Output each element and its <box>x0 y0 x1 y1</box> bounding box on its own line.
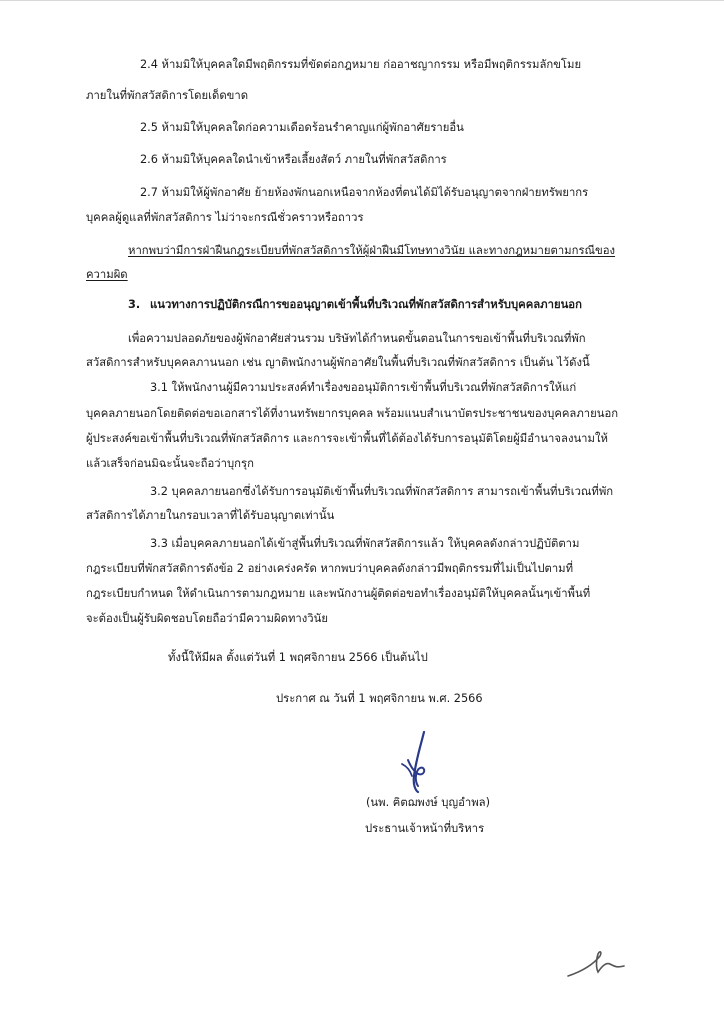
rule-2-4-line2: ภายในที่พักสวัสดิการโดยเด็ดขาด <box>86 89 249 102</box>
rule-2-7-line2: บุคคลผู้ดูแลที่พักสวัสดิการ ไม่ว่าจะกรณีชั่วคราวหรือถาวร <box>86 211 364 224</box>
top-border <box>0 0 724 1</box>
rule-3-1-line4: แล้วเสร็จก่อนมิฉะนั้นจะถือว่าบุกรุก <box>86 457 254 470</box>
signature-mark <box>394 730 440 798</box>
rule-3-1-line1: 3.1 ให้พนักงานผู้มีความประสงค์ทำเรื่องขออนุมัติการเข้าพื้นที่บริเวณที่พักสวัสดิการให้แก่ <box>150 381 577 394</box>
rule-3-1-line3: ผู้ประสงค์ขอเข้าพื้นที่บริเวณที่พักสวัสดิการ และการจะเข้าพื้นที่ได้ต้องได้รับการอนุมัติโดยผู้มีอำนาจลงนามให้ <box>86 432 608 445</box>
rule-2-7-line1: 2.7 ห้ามมิให้ผู้พักอาศัย ย้ายห้องพักนอกเหนือจากห้องที่ตนได้มิได้รับอนุญาตจากฝ่ายทรัพยากร <box>140 186 589 199</box>
section-3-intro-line2: สวัสดิการสำหรับบุคคลภานนอก เช่น ญาติพนักงานผู้พักอาศัยในพื้นที่บริเวณที่พักสวัสดิการ เป็นต้น ไว้ดังนี้ <box>86 356 590 369</box>
signatory-title: ประธานเจ้าหน้าที่บริหาร <box>365 822 485 835</box>
rule-3-2-line2: สวัสดิการได้ภายในกรอบเวลาที่ได้รับอนุญาตเท่านั้น <box>86 509 335 522</box>
section-3-intro-line1: เพื่อความปลอดภัยของผู้พักอาศัยส่วนรวม บริษัทได้กำหนดขั้นตอนในการขอเข้าพื้นที่บริเวณที่พัก <box>128 332 586 345</box>
rule-2-6: 2.6 ห้ามมิให้บุคคลใดนำเข้าหรือเลี้ยงสัตว์ ภายในที่พักสวัสดิการ <box>140 153 447 166</box>
penalty-line1: หากพบว่ามีการฝ่าฝืนกฎระเบียบที่พักสวัสดิการให้ผู้ฝ่าฝืนมีโทษทางวินัย และทางกฎหมายตามกรณีของ <box>128 244 616 257</box>
rule-3-1-line2: บุคคลภายนอกโดยติดต่อขอเอกสารได้ที่งานทรัพยากรบุคคล พร้อมแนบสำเนาบัตรประชาชนของบุคคลภายนอก <box>86 407 619 420</box>
rule-3-3-line4: จะต้องเป็นผู้รับผิดชอบโดยถือว่ามีความผิดทางวินัย <box>86 612 328 625</box>
rule-3-3-line2: กฎระเบียบที่พักสวัสดิการดังข้อ 2 อย่างเคร่งครัด หากพบว่าบุคคลดังกล่าวมีพฤติกรรมที่ไม่เป็นไปตามที่ <box>86 562 574 575</box>
rule-2-4-line1: 2.4 ห้ามมิให้บุคคลใดมีพฤติกรรมที่ขัดต่อกฎหมาย ก่ออาชญากรรม หรือมีพฤติกรรมลักขโมย <box>140 58 582 71</box>
section-3-heading: แนวทางการปฏิบัติกรณีการขออนุญาตเข้าพื้นที่บริเวณที่พักสวัสดิการสำหรับบุคคลภายนอก <box>150 298 582 311</box>
rule-2-5: 2.5 ห้ามมิให้บุคคลใดก่อความเดือดร้อนรำคาญแก่ผู้พักอาศัยรายอื่น <box>140 121 464 134</box>
rule-3-2-line1: 3.2 บุคคลภายนอกซึ่งได้รับการอนุมัติเข้าพื้นที่บริเวณที่พักสวัสดิการ สามารถเข้าพื้นที่บริเวณที่พัก <box>150 485 614 498</box>
effective-date: ทั้งนี้ให้มีผล ตั้งแต่วันที่ 1 พฤศจิกายน 2566 เป็นต้นไป <box>168 651 428 664</box>
announcement-date: ประกาศ ณ วันที่ 1 พฤศจิกายน พ.ศ. 2566 <box>276 692 483 705</box>
initials-mark <box>566 946 630 980</box>
section-3-number: 3. <box>128 298 141 311</box>
penalty-line2: ความผิด <box>86 268 128 281</box>
rule-3-3-line3: กฎระเบียบกำหนด ให้ดำเนินการตามกฎหมาย และพนักงานผู้ติดต่อขอทำเรื่องอนุมัติให้บุคคลนั้นๆเข้าพื้นที่ <box>86 587 591 600</box>
rule-3-3-line1: 3.3 เมื่อบุคคลภายนอกได้เข้าสู่พื้นที่บริเวณที่พักสวัสดิการแล้ว ให้บุคคลดังกล่าวปฏิบัติตาม <box>150 537 580 550</box>
signatory-name: (นพ. ฅิตฌพงษ์ บุญอำพล) <box>366 796 491 809</box>
